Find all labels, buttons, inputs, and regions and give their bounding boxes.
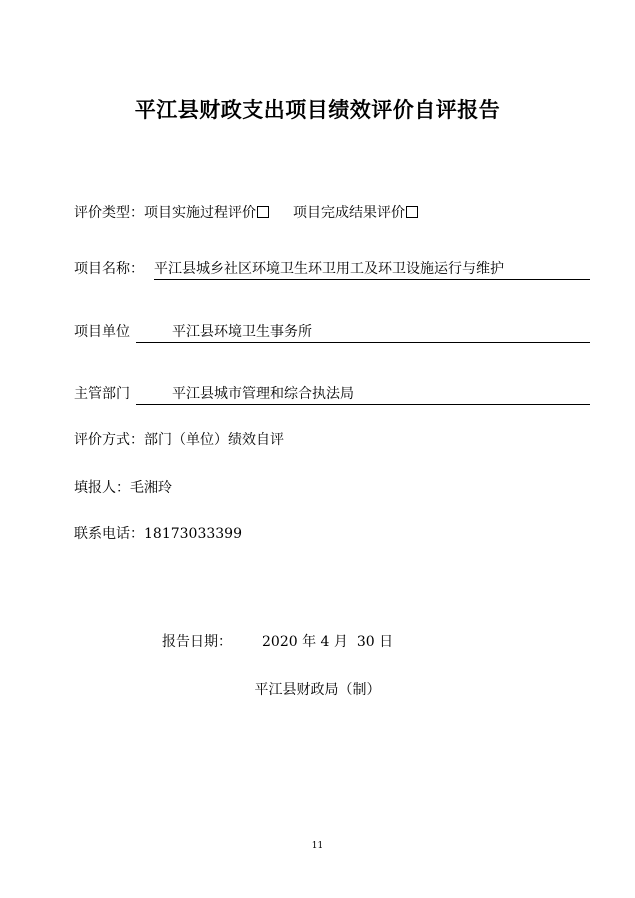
project-name-value: 平江县城乡社区环境卫生环卫用工及环卫设施运行与维护 (154, 261, 504, 277)
checkbox-result[interactable] (406, 206, 418, 218)
supervisor-value: 平江县城市管理和综合执法局 (172, 386, 354, 402)
supervisor-field (136, 384, 590, 405)
report-date-year-unit: 年 (302, 634, 317, 650)
eval-type-row (74, 203, 418, 223)
eval-type-option-result: 项目完成结果评价 (293, 205, 405, 221)
project-unit-label: 项目单位 (74, 324, 130, 340)
phone-label: 联系电话： (74, 526, 144, 542)
eval-method-row (74, 430, 284, 450)
issuer: 平江县财政局（制） (254, 682, 381, 698)
project-name-label: 项目名称： (74, 261, 144, 277)
eval-method-value: 部门（单位）绩效自评 (144, 432, 284, 448)
project-name-row (74, 259, 144, 279)
report-date-row (162, 632, 393, 652)
project-name-field (154, 259, 590, 280)
report-title: 平江县财政支出项目绩效评价自评报告 (134, 97, 501, 122)
eval-type-label: 评价类型： (74, 205, 144, 221)
filler-row (74, 478, 172, 498)
report-date-year: 2020 (262, 634, 298, 650)
report-date-day-unit: 日 (379, 634, 394, 650)
project-unit-field (136, 322, 590, 343)
page-number: 11 (311, 841, 324, 851)
filler-label: 填报人： (74, 480, 130, 496)
report-date-day: 30 (356, 634, 375, 650)
report-date-month: 4 (320, 634, 330, 650)
filler-value: 毛湘玲 (130, 480, 172, 496)
checkbox-process[interactable] (257, 206, 269, 218)
eval-type-option-process: 项目实施过程评价 (144, 205, 256, 221)
phone-value: 18173033399 (144, 526, 242, 542)
supervisor-label: 主管部门 (74, 386, 130, 402)
report-date-label: 报告日期： (162, 634, 232, 650)
phone-row (74, 524, 242, 544)
supervisor-row (74, 384, 130, 404)
eval-method-label: 评价方式： (74, 432, 144, 448)
report-date-month-unit: 月 (333, 634, 348, 650)
project-unit-value: 平江县环境卫生事务所 (172, 324, 312, 340)
project-unit-row (74, 322, 130, 342)
